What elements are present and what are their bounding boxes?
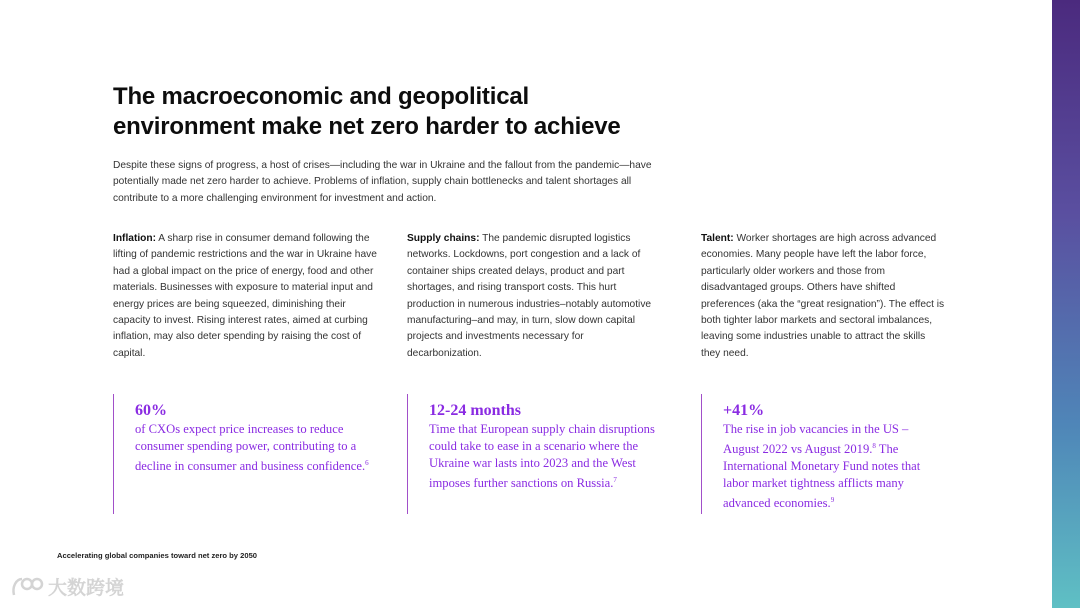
talent-column bbox=[701, 231, 946, 362]
watermark bbox=[10, 573, 124, 600]
inflation-heading: Inflation: bbox=[113, 233, 157, 244]
stat-value: +41% bbox=[723, 402, 765, 419]
supply-chains-column bbox=[407, 231, 655, 362]
stat-block-cxo bbox=[113, 394, 375, 514]
supply-chains-text: The pandemic disrupted logistics networks. Lockdowns, port congestion and a lack of container ships created delays, product and part shortages, and rising transport costs. This hurt production in numerous industries–notably automotive manufacturing–and may, in turn, slow down capital projects and investments necessary for decarbonization. bbox=[407, 233, 652, 359]
talent-text: Worker shortages are high across advanced economies. Many people have left the labor force, particularly older workers and those from disadvantaged groups. Others have shifted preferences (aka the “great resignation”). The effect is both tighter labor markets and sectoral imbalances, leaving some industries unable to attract the skills they need. bbox=[701, 233, 945, 359]
intro-paragraph: Despite these signs of progress, a host of crises—including the war in Ukraine and the fallout from the pandemic—have potentially made net zero harder to achieve. Problems of inflation, supply chain bottlenecks and talent shortages all contribute to a more challenging environment for investment and action. bbox=[113, 160, 652, 204]
stat-block-jobs bbox=[701, 394, 943, 514]
title-line-2: environment make net zero harder to achieve bbox=[113, 113, 621, 140]
footnote-ref: 6 bbox=[365, 459, 369, 467]
stat-description bbox=[429, 421, 669, 492]
stat-text-a: The rise in job vacancies in the US – August 2022 vs August 2019. bbox=[723, 422, 909, 457]
stat-value: 12-24 months bbox=[429, 402, 522, 419]
stat-description bbox=[135, 421, 375, 475]
talent-heading: Talent: bbox=[701, 233, 734, 244]
side-gradient-bar bbox=[1052, 0, 1080, 608]
footer-text: Accelerating global companies toward net zero by 2050 bbox=[57, 551, 258, 560]
title-line-1: The macroeconomic and geopolitical bbox=[113, 83, 529, 110]
stat-text: of CXOs expect price increases to reduce consumer spending power, contributing to a decline in consumer and business confidence. bbox=[135, 422, 366, 474]
footnote-ref: 8 bbox=[872, 442, 876, 450]
stat-block-supply bbox=[407, 394, 669, 514]
stat-text: Time that European supply chain disruptions could take to ease in a scenario where the Ukraine war lasts into 2023 and the West imposes further sanctions on Russia. bbox=[429, 422, 655, 491]
footnote-ref: 7 bbox=[613, 476, 617, 484]
supply-chains-heading: Supply chains: bbox=[407, 233, 480, 244]
stat-description bbox=[723, 421, 943, 512]
stat-value: 60% bbox=[135, 402, 167, 419]
watermark-logo-icon bbox=[10, 575, 44, 599]
stat-text-b: The International Monetary Fund notes that labor market tightness afflicts many advanced economies. bbox=[723, 442, 921, 511]
page-title bbox=[113, 82, 621, 142]
inflation-column bbox=[113, 231, 381, 362]
inflation-text: A sharp rise in consumer demand following the lifting of pandemic restrictions and the war in Ukraine have had a global impact on the price of energy, food and other materials. Businesses with exposure to material input and energy prices are being squeezed, diminishing their capacity to invest. Rising interest rates, aimed at curbing inflation, may also deter spending by raising the cost of capital. bbox=[113, 233, 377, 359]
footnote-ref: 9 bbox=[830, 496, 835, 505]
watermark-text: 大数跨境 bbox=[48, 578, 125, 599]
